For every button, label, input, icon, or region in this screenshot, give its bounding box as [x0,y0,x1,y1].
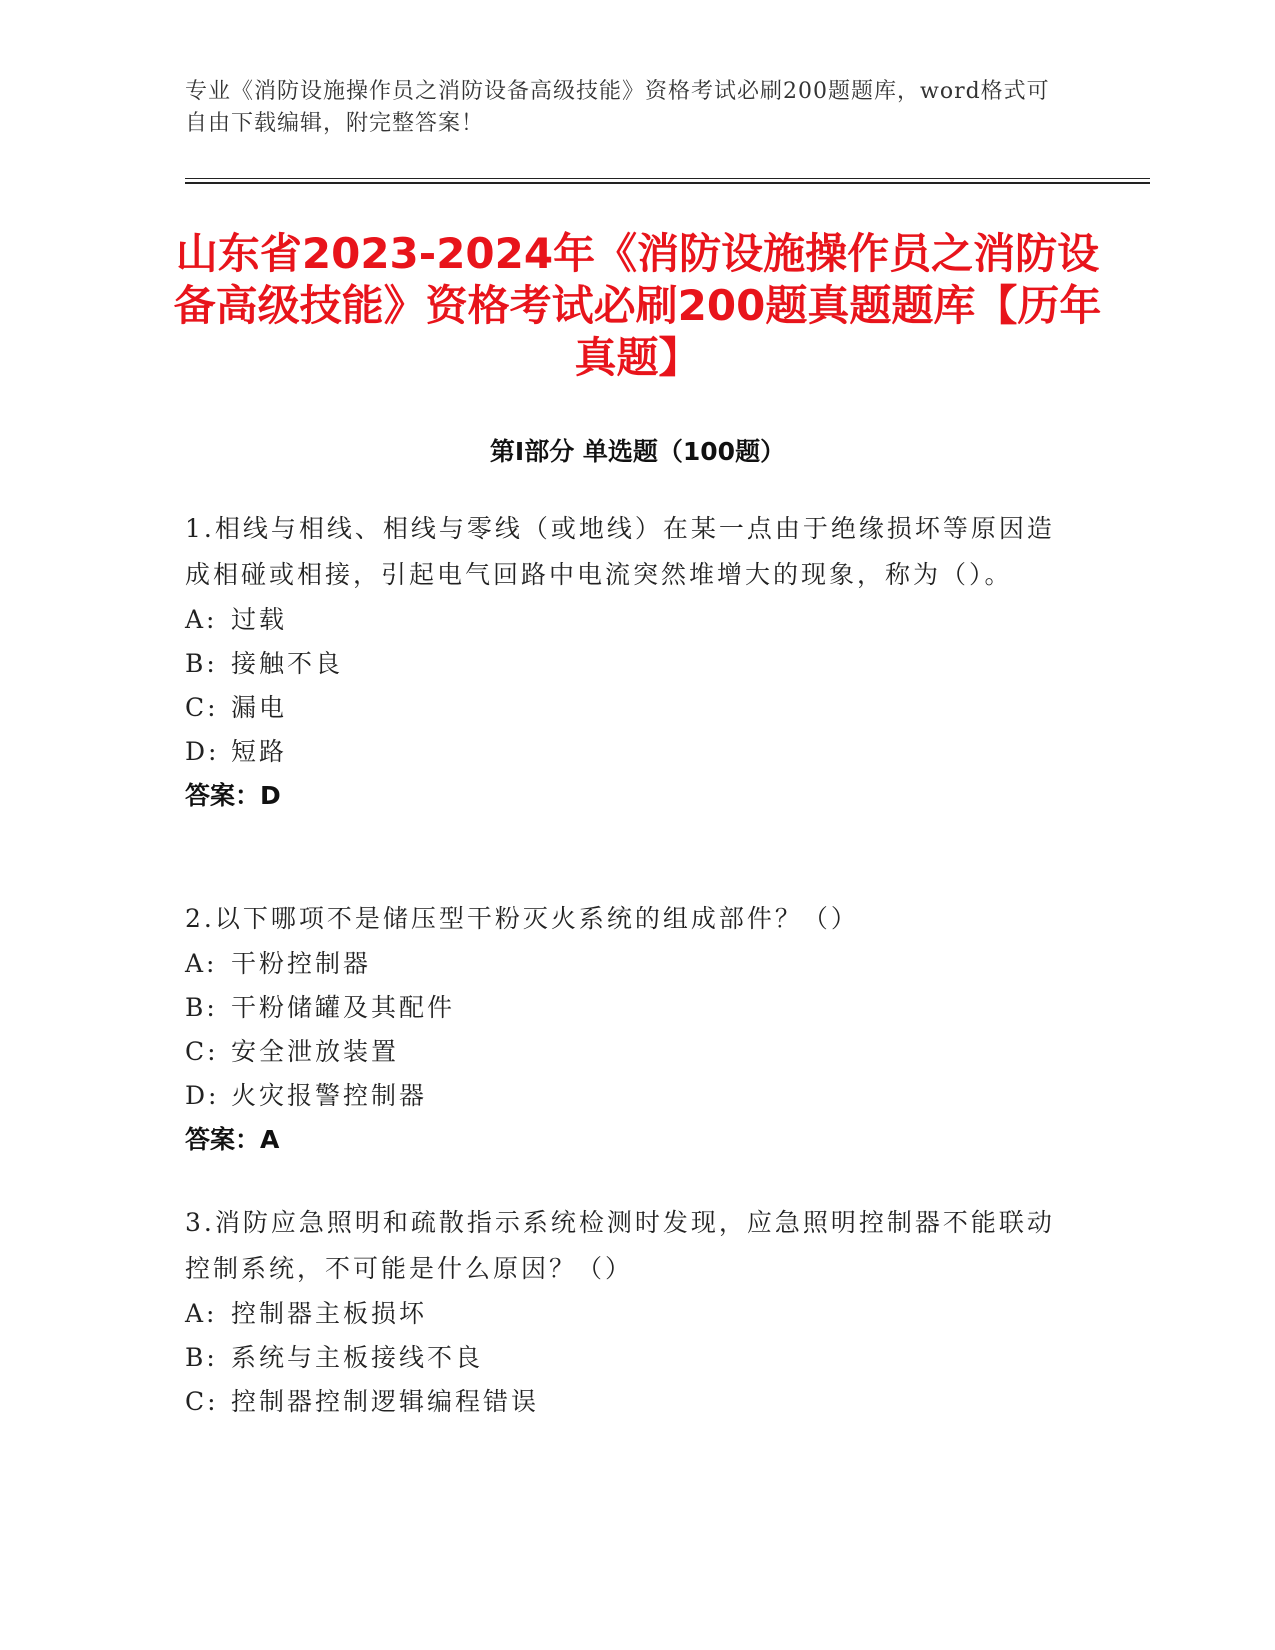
option-text: 接触不良 [231,649,344,678]
option-text: 过载 [231,605,288,634]
answer-label: 答案： [185,1125,261,1154]
option-letter: B: [185,1343,218,1372]
question-stem: 2.以下哪项不是储压型干粉灭火系统的组成部件？（） [185,904,859,933]
option-a [185,598,1075,642]
header-note: 专业《消防设施操作员之消防设备高级技能》资格考试必刷200题题库，word格式可自由下载编辑，附完整答案！ [185,79,1050,136]
option-c [185,1030,1075,1074]
option-d [185,1074,1075,1118]
header-divider-thick [185,182,1150,184]
question-stem: 3.消防应急照明和疏散指示系统检测时发现，应急照明控制器不能联动控制系统，不可能是什么原因？（） [185,1208,1055,1283]
option-d [185,730,1075,774]
option-letter: D: [185,1081,220,1110]
answer-value: A [260,1125,280,1154]
option-text: 系统与主板接线不良 [231,1343,484,1372]
option-b [185,1336,1075,1380]
option-letter: C: [185,1387,219,1416]
question-1 [185,506,1075,818]
option-letter: D: [185,737,220,766]
answer-label: 答案： [185,781,261,810]
option-letter: A: [185,605,218,634]
option-letter: B: [185,649,218,678]
option-text: 控制器主板损坏 [231,1299,428,1328]
section-title: 第I部分 单选题（100题） [489,437,786,466]
option-c [185,1380,1075,1424]
answer-line [185,1118,1075,1162]
option-b [185,642,1075,686]
option-letter: A: [185,1299,218,1328]
option-text: 漏电 [231,693,288,722]
option-text: 干粉储罐及其配件 [231,993,456,1022]
document-title: 山东省2023-2024年《消防设施操作员之消防设备高级技能》资格考试必刷200题真题题库【历年真题】 [173,229,1102,382]
option-a [185,1292,1075,1336]
option-text: 控制器控制逻辑编程错误 [231,1387,540,1416]
option-c [185,686,1075,730]
option-a [185,942,1075,986]
answer-line [185,774,1075,818]
option-letter: C: [185,1037,219,1066]
option-letter: B: [185,993,218,1022]
answer-value: D [260,781,281,810]
option-text: 干粉控制器 [231,949,372,978]
option-text: 火灾报警控制器 [231,1081,428,1110]
option-letter: C: [185,693,219,722]
question-2 [185,896,1075,1162]
option-text: 短路 [231,737,288,766]
option-b [185,986,1075,1030]
question-3 [185,1200,1075,1424]
option-letter: A: [185,949,218,978]
question-stem: 1.相线与相线、相线与零线（或地线）在某一点由于绝缘损坏等原因造成相碰或相接，引起电气回路中电流突然堆增大的现象，称为（）。 [185,514,1055,589]
header-divider-thin [185,178,1150,179]
option-text: 安全泄放装置 [231,1037,400,1066]
